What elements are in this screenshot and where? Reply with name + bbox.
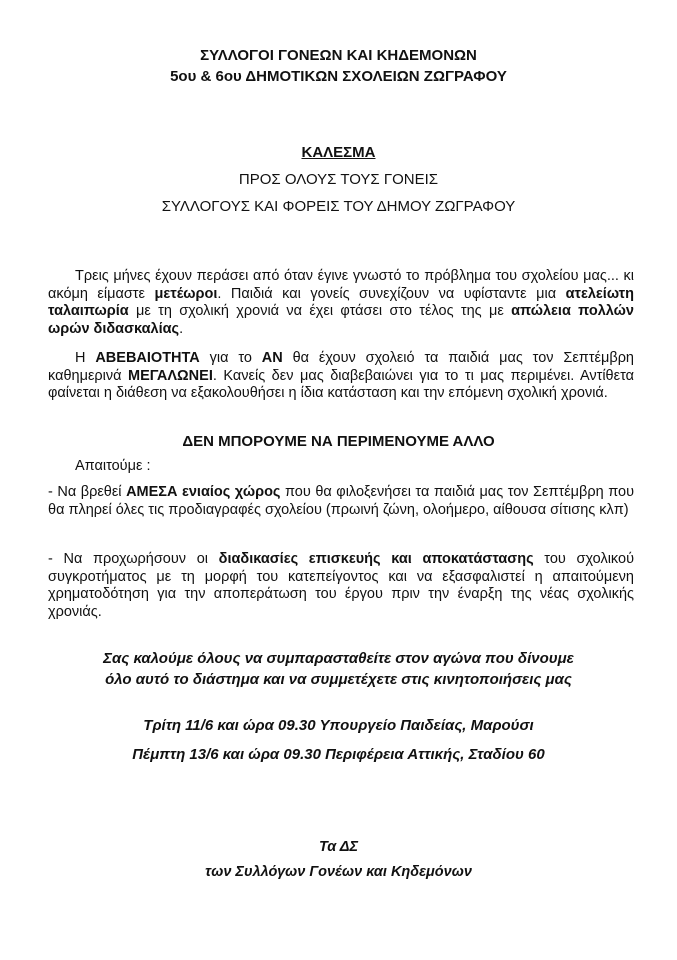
event-2: Πέμπτη 13/6 και ώρα 09.30 Περιφέρεια Αττικής, Σταδίου 60 xyxy=(132,746,545,763)
para1-bold-3: απώλεια πολλών ωρών διδασκαλίας xyxy=(48,303,634,337)
document-title: ΚΑΛΕΣΜΑ xyxy=(301,144,376,161)
para2-bold-2: ΑΝ xyxy=(261,350,283,366)
paragraph-1 xyxy=(48,268,634,338)
demand2-text-2: του σχολικού συγκροτήματος με τη μορφή του κατεπείγοντος και να εξασφαλιστεί η απαιτούμενη χρηματοδότηση για την αποπεράτωση του έργου πριν την έναρξη της νέας σχολικής χρονιάς. xyxy=(48,551,634,620)
demand-1 xyxy=(48,484,634,519)
event-1: Τρίτη 11/6 και ώρα 09.30 Υπουργείο Παιδείας, Μαρούσι xyxy=(143,717,534,734)
demand2-text-1: - Να προχωρήσουν οι xyxy=(48,551,219,567)
para1-bold-1: μετέωροι xyxy=(154,285,218,302)
para2-text-4: . Κανείς δεν μας διαβεβαιώνει για το τι μας περιμένει. Αντίθετα φαίνεται η διάθεση να εξακολουθήσει η ίδια κατάσταση και την επόμενη σχολική χρονιά. xyxy=(48,367,634,401)
signature-line-1: Τα ΔΣ xyxy=(318,839,359,855)
para2-text-3: θα έχουν σχολειό τα παιδιά μας τον Σεπτέμβρη καθημερινά xyxy=(48,350,635,384)
para2-text-2: για το xyxy=(199,350,262,366)
para1-text-2: . Παιδιά και γονείς συνεχίζουν να υφίσταντε μια xyxy=(217,285,566,302)
demand1-text-2: που θα φιλοξενήσει τα παιδιά μας τον Σεπτέμβρη που θα πληρεί όλες τις προδιαγραφές σχολείου (πρωινή ζώνη, ολοήμερο, αίθουσα σίτισης κλπ) xyxy=(48,484,635,518)
para1-bold-2: ατελείωτη ταλαιπωρία xyxy=(48,285,634,319)
demand1-text-1: - Να βρεθεί xyxy=(48,484,127,500)
demand1-bold-1: ΑΜΕΣΑ ενιαίος χώρος xyxy=(126,484,281,500)
header-line-2: 5ου & 6ου ΔΗΜΟΤΙΚΩΝ ΣΧΟΛΕΙΩΝ ΖΩΓΡΑΦΟΥ xyxy=(170,68,507,85)
para1-text-3: με τη σχολική χρονιά να έχει φτάσει στο τέλος της με xyxy=(128,303,512,319)
addressee-line-1: ΠΡΟΣ ΟΛΟΥΣ ΤΟΥΣ ΓΟΝΕΙΣ xyxy=(238,171,439,188)
slogan: ΔΕΝ ΜΠΟΡΟΥΜΕ ΝΑ ΠΕΡΙΜΕΝΟΥΜΕ ΑΛΛΟ xyxy=(182,433,495,450)
para2-text-1: Η xyxy=(75,350,96,366)
para2-bold-1: ΑΒΕΒΑΙΟΤΗΤΑ xyxy=(95,350,200,366)
header-line-1: ΣΥΛΛΟΓΟΙ ΓΟΝΕΩΝ ΚΑΙ ΚΗΔΕΜΟΝΩΝ xyxy=(200,47,477,64)
signature-line-2: των Συλλόγων Γονέων και Κηδεμόνων xyxy=(205,864,472,880)
para2-bold-3: ΜΕΓΑΛΩΝΕΙ xyxy=(128,367,213,384)
demand-intro: Απαιτούμε : xyxy=(75,458,151,474)
para1-text-1: Τρεις μήνες έχουν περάσει από όταν έγινε γνωστό το πρόβλημα του σχολείου μας... κι ακόμη είμαστε xyxy=(48,268,634,302)
call-line-2: όλο αυτό το διάστημα και να συμμετέχετε στις κινητοποιήσεις μας xyxy=(105,671,572,688)
paragraph-2 xyxy=(48,350,634,403)
addressee-line-2: ΣΥΛΛΟΓΟΥΣ ΚΑΙ ΦΟΡΕΙΣ ΤΟΥ ΔΗΜΟΥ ΖΩΓΡΑΦΟΥ xyxy=(161,198,516,215)
para1-text-4: . xyxy=(179,320,184,337)
call-line-1: Σας καλούμε όλους να συμπαρασταθείτε στον αγώνα που δίνουμε xyxy=(103,650,574,667)
demand-2 xyxy=(48,551,634,621)
demand2-bold-1: διαδικασίες επισκευής και αποκατάστασης xyxy=(218,551,534,567)
